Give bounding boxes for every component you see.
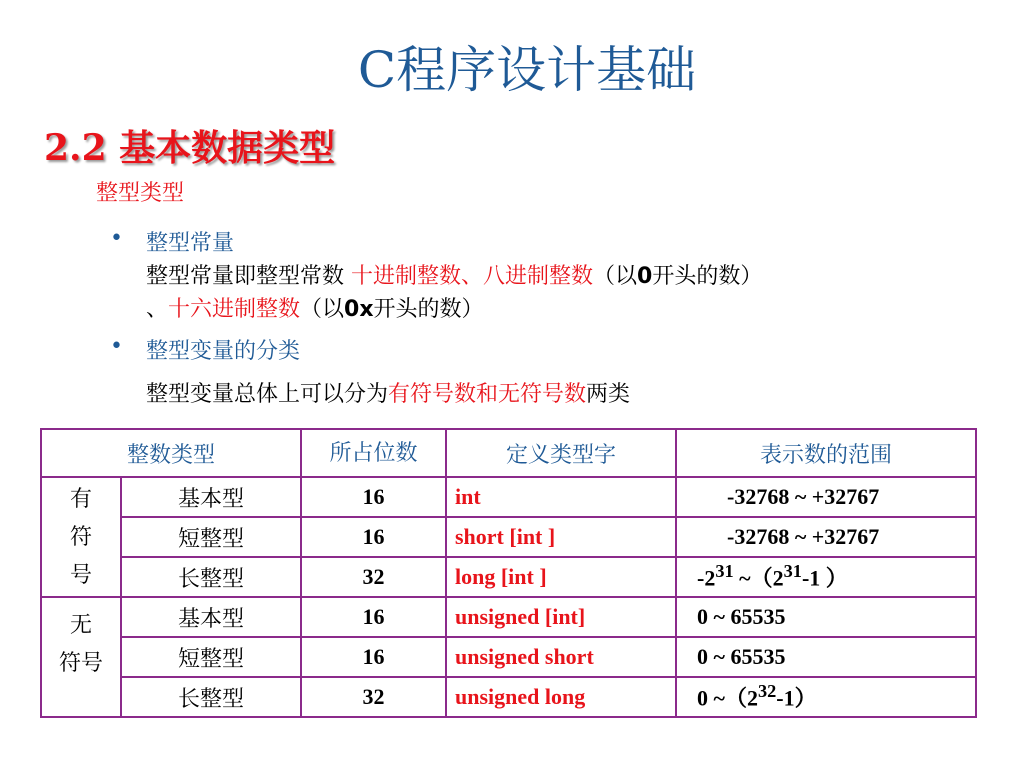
integer-types-table <box>40 428 977 718</box>
bullet1-line2-post-a: （以 <box>300 297 345 322</box>
subtitle: 整型类型 <box>96 181 185 206</box>
cell-keyword: long [int ] <box>446 557 676 597</box>
range-part-b: -1） <box>776 685 817 711</box>
group-signed-char-2: 符 <box>69 524 92 549</box>
section-heading: 2.2 基本数据类型 <box>44 127 336 169</box>
cell-type: 基本型 <box>121 597 301 637</box>
bullet-dot-1: • <box>110 226 123 251</box>
cell-bits: 16 <box>301 477 446 517</box>
table-row <box>41 637 976 677</box>
bullet2-line <box>146 377 630 408</box>
cell-type: 长整型 <box>121 557 301 597</box>
cell-keyword: unsigned [int] <box>446 597 676 637</box>
table-row <box>41 517 976 557</box>
cell-keyword: unsigned long <box>446 677 676 717</box>
table-row <box>41 477 976 517</box>
group-signed-char-3: 号 <box>69 562 92 587</box>
bullet2-line-post: 两类 <box>586 382 631 407</box>
slide-title: C程序设计基础 <box>357 41 697 99</box>
group-unsigned-char-2: 符号 <box>58 650 103 675</box>
cell-type: 短整型 <box>121 637 301 677</box>
bullet2-line-red: 有符号数和无符号数 <box>388 382 587 407</box>
bullet1-line2-post-c: 开头的数） <box>373 297 484 322</box>
group-unsigned <box>41 597 121 717</box>
cell-bits: 16 <box>301 517 446 557</box>
cell-bits: 32 <box>301 677 446 717</box>
cell-range <box>676 557 976 597</box>
table-row <box>41 677 976 717</box>
table-header-row <box>41 429 976 477</box>
group-unsigned-char-1: 无 <box>69 612 92 637</box>
cell-keyword: unsigned short <box>446 637 676 677</box>
table-row <box>41 597 976 637</box>
bullet1-line2-pre: 、 <box>146 297 169 322</box>
cell-type: 长整型 <box>121 677 301 717</box>
header-keyword: 定义类型字 <box>446 429 676 477</box>
cell-range <box>676 677 976 717</box>
bullet1-line2-red: 十六进制整数 <box>168 297 301 322</box>
bullet1-line1 <box>146 259 762 290</box>
cell-range: 0 ~ 65535 <box>676 597 976 637</box>
bullet1-line2-post-b: 0x <box>344 297 374 322</box>
bullet1-line2 <box>146 292 484 323</box>
cell-bits: 16 <box>301 637 446 677</box>
cell-type: 短整型 <box>121 517 301 557</box>
cell-bits: 16 <box>301 597 446 637</box>
bullet1-line1-red: 十进制整数、八进制整数 <box>351 264 594 289</box>
cell-type: 基本型 <box>121 477 301 517</box>
bullet1-line1-post-c: 开头的数） <box>652 264 763 289</box>
bullet1-label: 整型常量 <box>146 231 235 256</box>
header-range: 表示数的范围 <box>676 429 976 477</box>
range-exponent-1: 32 <box>757 681 777 702</box>
bullet1-line1-pre: 整型常量即整型常数 <box>146 264 351 289</box>
header-integer-type: 整数类型 <box>41 429 301 477</box>
bullet1-line1-post-b: 0 <box>637 264 653 289</box>
bullet1-line1-post-a: （以 <box>593 264 638 289</box>
cell-range: 0 ~ 65535 <box>676 637 976 677</box>
cell-keyword: int <box>446 477 676 517</box>
table-row <box>41 557 976 597</box>
bullet-dot-2: • <box>110 334 123 359</box>
cell-range: -32768 ~ +32767 <box>676 477 976 517</box>
cell-range: -32768 ~ +32767 <box>676 517 976 557</box>
cell-bits: 32 <box>301 557 446 597</box>
range-part-c: -1 ） <box>801 565 848 591</box>
header-bits: 所占位数 <box>301 429 446 477</box>
range-exponent-2: 31 <box>783 561 802 582</box>
range-exponent-1: 31 <box>715 561 734 582</box>
range-part-a: -2 <box>697 565 716 591</box>
group-signed-char-1: 有 <box>69 486 92 511</box>
range-part-a: 0 ~（2 <box>697 685 758 711</box>
bullet2-label: 整型变量的分类 <box>146 339 301 364</box>
bullet2-line-pre: 整型变量总体上可以分为 <box>146 382 389 407</box>
group-signed <box>41 477 121 597</box>
range-part-b: ~（2 <box>733 565 784 591</box>
cell-keyword: short [int ] <box>446 517 676 557</box>
